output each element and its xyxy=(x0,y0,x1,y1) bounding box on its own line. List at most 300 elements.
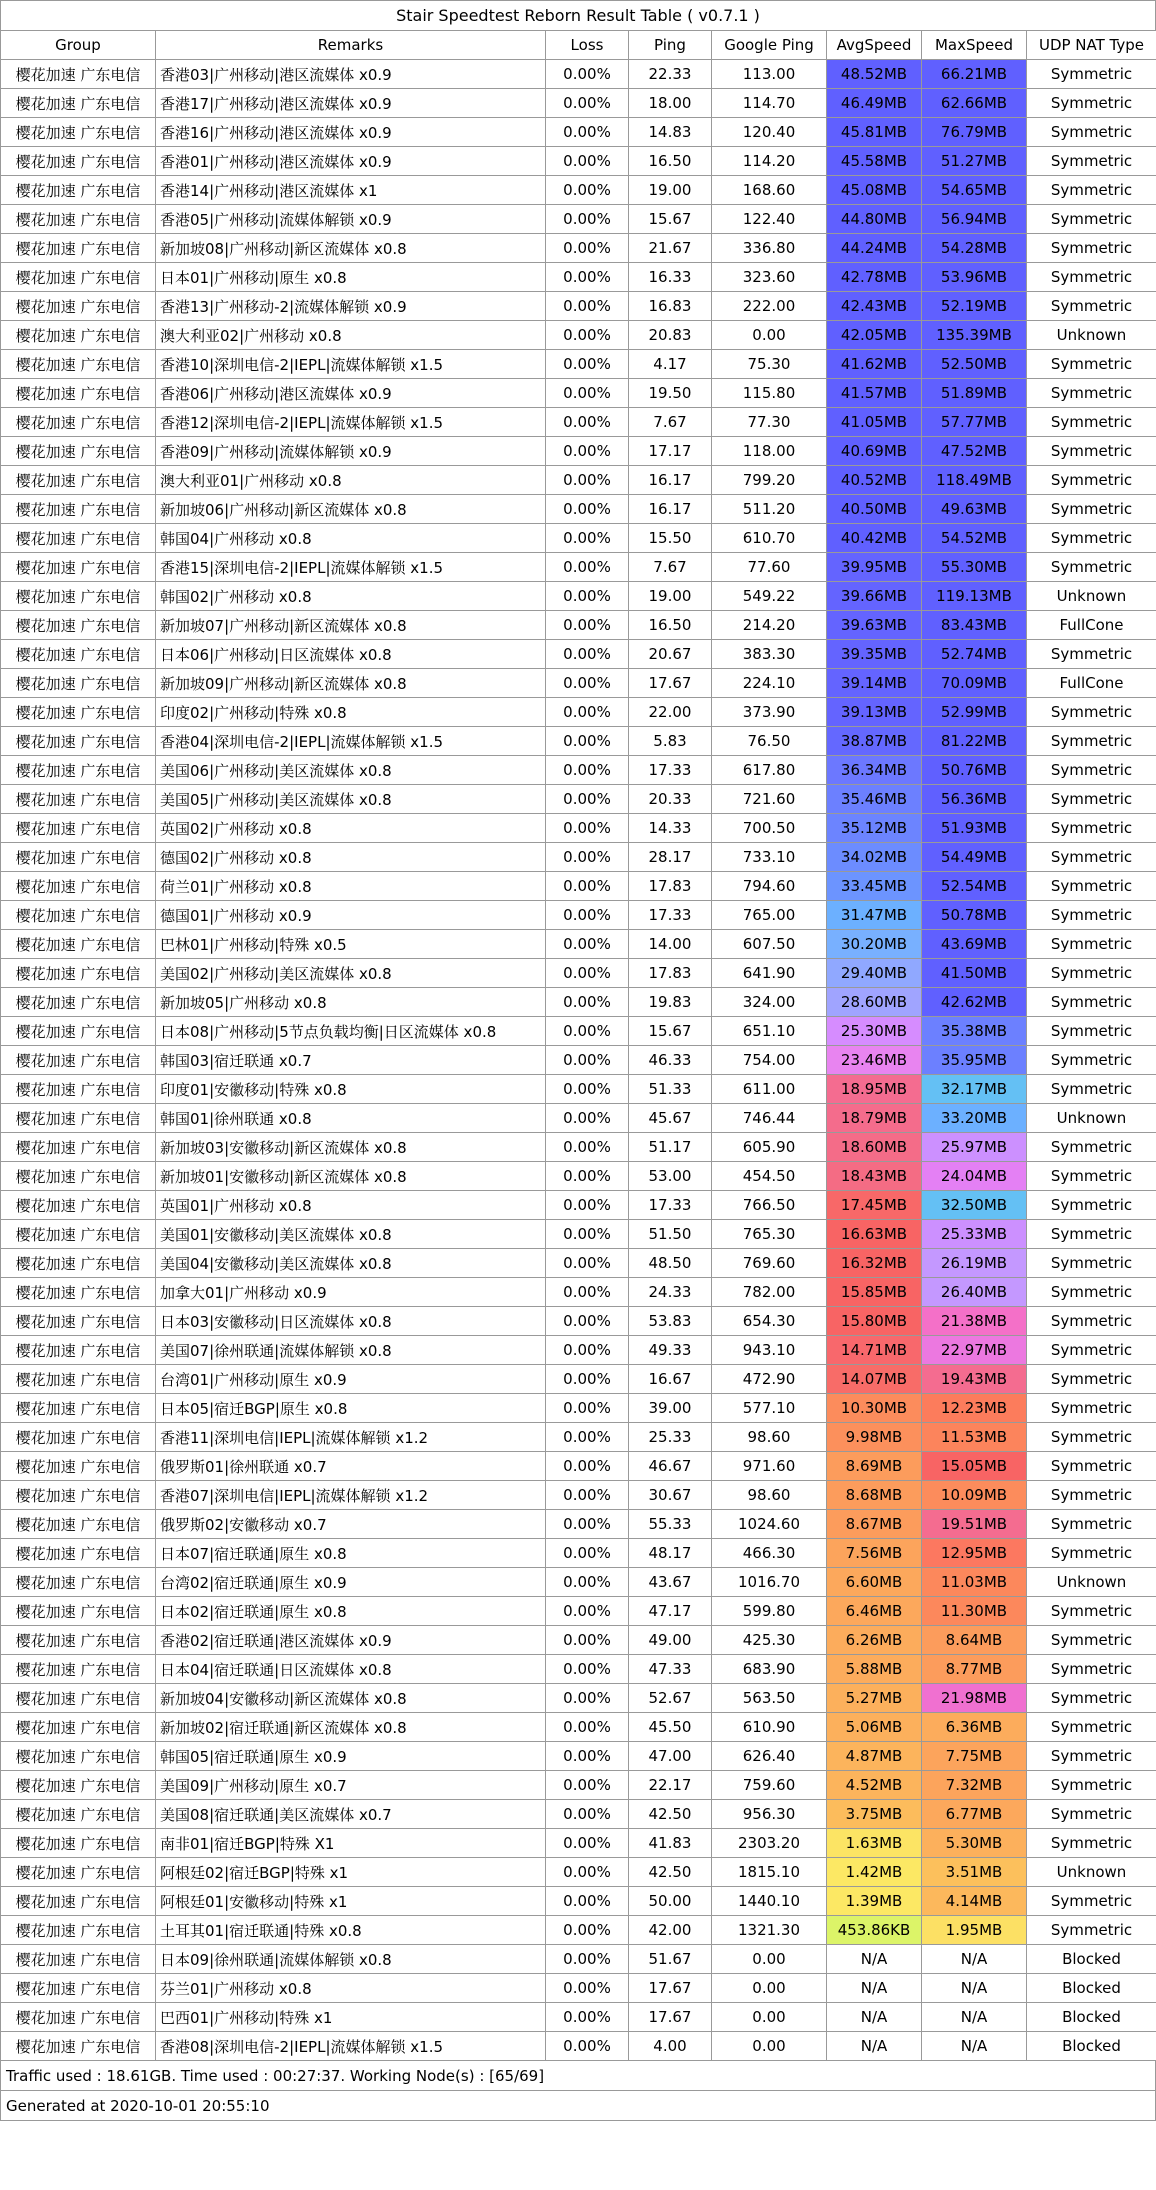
group-cell: 樱花加速 广东电信 xyxy=(1,1829,156,1858)
avg-speed-cell: 6.26MB xyxy=(827,1626,922,1655)
remarks-cell: 美国08|宿迁联通|美区流媒体 x0.7 xyxy=(156,1800,546,1829)
max-speed-cell: 55.30MB xyxy=(922,553,1027,582)
avg-speed-cell: 42.05MB xyxy=(827,321,922,350)
remarks-cell: 韩国05|宿迁联通|原生 x0.9 xyxy=(156,1742,546,1771)
loss-cell: 0.00% xyxy=(546,1278,629,1307)
max-speed-cell: 76.79MB xyxy=(922,118,1027,147)
remarks-cell: 澳大利亚01|广州移动 x0.8 xyxy=(156,466,546,495)
avg-speed-cell: 16.32MB xyxy=(827,1249,922,1278)
table-row xyxy=(1,2003,1156,2032)
remarks-cell: 香港02|宿迁联通|港区流媒体 x0.9 xyxy=(156,1626,546,1655)
remarks-cell: 澳大利亚02|广州移动 x0.8 xyxy=(156,321,546,350)
group-cell: 樱花加速 广东电信 xyxy=(1,1742,156,1771)
loss-cell: 0.00% xyxy=(546,437,629,466)
google-ping-cell: 733.10 xyxy=(712,843,827,872)
google-ping-cell: 754.00 xyxy=(712,1046,827,1075)
table-row xyxy=(1,1742,1156,1771)
ping-cell: 49.33 xyxy=(629,1336,712,1365)
loss-cell: 0.00% xyxy=(546,959,629,988)
table-row xyxy=(1,1539,1156,1568)
remarks-cell: 阿根廷02|宿迁BGP|特殊 x1 xyxy=(156,1858,546,1887)
google-ping-cell: 0.00 xyxy=(712,2003,827,2032)
udp-nat-type-cell: Symmetric xyxy=(1027,698,1156,727)
table-row xyxy=(1,1249,1156,1278)
max-speed-cell: 42.62MB xyxy=(922,988,1027,1017)
avg-speed-cell: 45.81MB xyxy=(827,118,922,147)
avg-speed-cell: 41.05MB xyxy=(827,408,922,437)
table-row xyxy=(1,2032,1156,2061)
group-cell: 樱花加速 广东电信 xyxy=(1,350,156,379)
table-row xyxy=(1,988,1156,1017)
avg-speed-cell: 7.56MB xyxy=(827,1539,922,1568)
loss-cell: 0.00% xyxy=(546,1307,629,1336)
table-row xyxy=(1,1771,1156,1800)
loss-cell: 0.00% xyxy=(546,611,629,640)
avg-speed-cell: 44.80MB xyxy=(827,205,922,234)
table-row xyxy=(1,901,1156,930)
avg-speed-cell: 17.45MB xyxy=(827,1191,922,1220)
ping-cell: 45.50 xyxy=(629,1713,712,1742)
table-row xyxy=(1,1452,1156,1481)
google-ping-cell: 214.20 xyxy=(712,611,827,640)
ping-cell: 46.33 xyxy=(629,1046,712,1075)
avg-speed-cell: 25.30MB xyxy=(827,1017,922,1046)
avg-speed-cell: 39.13MB xyxy=(827,698,922,727)
avg-speed-cell: 14.71MB xyxy=(827,1336,922,1365)
loss-cell: 0.00% xyxy=(546,524,629,553)
group-cell: 樱花加速 广东电信 xyxy=(1,205,156,234)
remarks-cell: 荷兰01|广州移动 x0.8 xyxy=(156,872,546,901)
remarks-cell: 香港05|广州移动|流媒体解锁 x0.9 xyxy=(156,205,546,234)
max-speed-cell: 53.96MB xyxy=(922,263,1027,292)
loss-cell: 0.00% xyxy=(546,1568,629,1597)
udp-nat-type-cell: Symmetric xyxy=(1027,1191,1156,1220)
loss-cell: 0.00% xyxy=(546,2032,629,2061)
avg-speed-cell: N/A xyxy=(827,1974,922,2003)
table-row xyxy=(1,1858,1156,1887)
max-speed-cell: 54.28MB xyxy=(922,234,1027,263)
google-ping-cell: 454.50 xyxy=(712,1162,827,1191)
udp-nat-type-cell: Symmetric xyxy=(1027,553,1156,582)
google-ping-cell: 98.60 xyxy=(712,1423,827,1452)
loss-cell: 0.00% xyxy=(546,1162,629,1191)
udp-nat-type-cell: Symmetric xyxy=(1027,176,1156,205)
loss-cell: 0.00% xyxy=(546,1133,629,1162)
udp-nat-type-cell: Symmetric xyxy=(1027,379,1156,408)
ping-cell: 14.33 xyxy=(629,814,712,843)
avg-speed-cell: N/A xyxy=(827,2032,922,2061)
google-ping-cell: 759.60 xyxy=(712,1771,827,1800)
avg-speed-cell: 39.14MB xyxy=(827,669,922,698)
max-speed-cell: 54.52MB xyxy=(922,524,1027,553)
loss-cell: 0.00% xyxy=(546,234,629,263)
group-cell: 樱花加速 广东电信 xyxy=(1,147,156,176)
ping-cell: 39.00 xyxy=(629,1394,712,1423)
udp-nat-type-cell: Symmetric xyxy=(1027,814,1156,843)
loss-cell: 0.00% xyxy=(546,1452,629,1481)
google-ping-cell: 599.80 xyxy=(712,1597,827,1626)
table-row xyxy=(1,1713,1156,1742)
udp-nat-type-cell: Symmetric xyxy=(1027,1771,1156,1800)
loss-cell: 0.00% xyxy=(546,930,629,959)
loss-cell: 0.00% xyxy=(546,263,629,292)
remarks-cell: 日本02|宿迁联通|原生 x0.8 xyxy=(156,1597,546,1626)
avg-speed-cell: 14.07MB xyxy=(827,1365,922,1394)
max-speed-cell: 7.32MB xyxy=(922,1771,1027,1800)
group-cell: 樱花加速 广东电信 xyxy=(1,1191,156,1220)
group-cell: 樱花加速 广东电信 xyxy=(1,176,156,205)
group-cell: 樱花加速 广东电信 xyxy=(1,234,156,263)
loss-cell: 0.00% xyxy=(546,1336,629,1365)
google-ping-cell: 120.40 xyxy=(712,118,827,147)
table-row xyxy=(1,872,1156,901)
udp-nat-type-cell: Symmetric xyxy=(1027,292,1156,321)
ping-cell: 17.33 xyxy=(629,901,712,930)
table-row xyxy=(1,1191,1156,1220)
group-cell: 樱花加速 广东电信 xyxy=(1,89,156,118)
ping-cell: 53.00 xyxy=(629,1162,712,1191)
remarks-cell: 日本03|安徽移动|日区流媒体 x0.8 xyxy=(156,1307,546,1336)
table-row xyxy=(1,611,1156,640)
max-speed-cell: 15.05MB xyxy=(922,1452,1027,1481)
udp-nat-type-cell: Symmetric xyxy=(1027,930,1156,959)
table-row xyxy=(1,408,1156,437)
column-header-google-ping: Google Ping xyxy=(712,31,827,60)
max-speed-cell: 11.03MB xyxy=(922,1568,1027,1597)
ping-cell: 43.67 xyxy=(629,1568,712,1597)
ping-cell: 17.67 xyxy=(629,2003,712,2032)
udp-nat-type-cell: Symmetric xyxy=(1027,988,1156,1017)
loss-cell: 0.00% xyxy=(546,321,629,350)
remarks-cell: 香港16|广州移动|港区流媒体 x0.9 xyxy=(156,118,546,147)
group-cell: 樱花加速 广东电信 xyxy=(1,379,156,408)
max-speed-cell: 19.43MB xyxy=(922,1365,1027,1394)
max-speed-cell: N/A xyxy=(922,1945,1027,1974)
udp-nat-type-cell: Symmetric xyxy=(1027,1916,1156,1945)
remarks-cell: 新加坡03|安徽移动|新区流媒体 x0.8 xyxy=(156,1133,546,1162)
udp-nat-type-cell: Blocked xyxy=(1027,2003,1156,2032)
max-speed-cell: 83.43MB xyxy=(922,611,1027,640)
max-speed-cell: 21.98MB xyxy=(922,1684,1027,1713)
remarks-cell: 日本09|徐州联通|流媒体解锁 x0.8 xyxy=(156,1945,546,1974)
google-ping-cell: 577.10 xyxy=(712,1394,827,1423)
remarks-cell: 新加坡02|宿迁联通|新区流媒体 x0.8 xyxy=(156,1713,546,1742)
table-body xyxy=(1,60,1156,2061)
avg-speed-cell: 8.68MB xyxy=(827,1481,922,1510)
max-speed-cell: 26.40MB xyxy=(922,1278,1027,1307)
loss-cell: 0.00% xyxy=(546,843,629,872)
remarks-cell: 香港08|深圳电信-2|IEPL|流媒体解锁 x1.5 xyxy=(156,2032,546,2061)
google-ping-cell: 971.60 xyxy=(712,1452,827,1481)
avg-speed-cell: 18.60MB xyxy=(827,1133,922,1162)
table-row xyxy=(1,437,1156,466)
loss-cell: 0.00% xyxy=(546,1191,629,1220)
google-ping-cell: 607.50 xyxy=(712,930,827,959)
google-ping-cell: 76.50 xyxy=(712,727,827,756)
avg-speed-cell: 30.20MB xyxy=(827,930,922,959)
table-row xyxy=(1,205,1156,234)
table-row xyxy=(1,234,1156,263)
google-ping-cell: 1815.10 xyxy=(712,1858,827,1887)
ping-cell: 16.17 xyxy=(629,466,712,495)
udp-nat-type-cell: Unknown xyxy=(1027,582,1156,611)
remarks-cell: 韩国03|宿迁联通 x0.7 xyxy=(156,1046,546,1075)
column-header-udp-nat-type: UDP NAT Type xyxy=(1027,31,1156,60)
google-ping-cell: 0.00 xyxy=(712,2032,827,2061)
max-speed-cell: 33.20MB xyxy=(922,1104,1027,1133)
udp-nat-type-cell: Symmetric xyxy=(1027,1336,1156,1365)
group-cell: 樱花加速 广东电信 xyxy=(1,1800,156,1829)
avg-speed-cell: 15.85MB xyxy=(827,1278,922,1307)
column-header-loss: Loss xyxy=(546,31,629,60)
avg-speed-cell: 35.12MB xyxy=(827,814,922,843)
table-row xyxy=(1,1162,1156,1191)
remarks-cell: 韩国04|广州移动 x0.8 xyxy=(156,524,546,553)
loss-cell: 0.00% xyxy=(546,1771,629,1800)
max-speed-cell: N/A xyxy=(922,1974,1027,2003)
udp-nat-type-cell: Symmetric xyxy=(1027,437,1156,466)
google-ping-cell: 1440.10 xyxy=(712,1887,827,1916)
max-speed-cell: 11.53MB xyxy=(922,1423,1027,1452)
table-row xyxy=(1,814,1156,843)
group-cell: 樱花加速 广东电信 xyxy=(1,669,156,698)
column-header-group: Group xyxy=(1,31,156,60)
loss-cell: 0.00% xyxy=(546,118,629,147)
avg-speed-cell: 48.52MB xyxy=(827,60,922,89)
remarks-cell: 德国01|广州移动 x0.9 xyxy=(156,901,546,930)
max-speed-cell: 11.30MB xyxy=(922,1597,1027,1626)
udp-nat-type-cell: Symmetric xyxy=(1027,1249,1156,1278)
ping-cell: 17.67 xyxy=(629,1974,712,2003)
google-ping-cell: 610.90 xyxy=(712,1713,827,1742)
group-cell: 樱花加速 广东电信 xyxy=(1,292,156,321)
remarks-cell: 美国02|广州移动|美区流媒体 x0.8 xyxy=(156,959,546,988)
table-row xyxy=(1,147,1156,176)
google-ping-cell: 77.30 xyxy=(712,408,827,437)
avg-speed-cell: 44.24MB xyxy=(827,234,922,263)
avg-speed-cell: 5.27MB xyxy=(827,1684,922,1713)
remarks-cell: 南非01|宿迁BGP|特殊 X1 xyxy=(156,1829,546,1858)
loss-cell: 0.00% xyxy=(546,698,629,727)
udp-nat-type-cell: Symmetric xyxy=(1027,843,1156,872)
group-cell: 樱花加速 广东电信 xyxy=(1,1510,156,1539)
loss-cell: 0.00% xyxy=(546,872,629,901)
group-cell: 樱花加速 广东电信 xyxy=(1,1365,156,1394)
ping-cell: 51.50 xyxy=(629,1220,712,1249)
google-ping-cell: 472.90 xyxy=(712,1365,827,1394)
max-speed-cell: 43.69MB xyxy=(922,930,1027,959)
remarks-cell: 印度01|安徽移动|特殊 x0.8 xyxy=(156,1075,546,1104)
remarks-cell: 香港15|深圳电信-2|IEPL|流媒体解锁 x1.5 xyxy=(156,553,546,582)
google-ping-cell: 549.22 xyxy=(712,582,827,611)
table-row xyxy=(1,379,1156,408)
table-row xyxy=(1,1365,1156,1394)
column-header-avg-speed: AvgSpeed xyxy=(827,31,922,60)
ping-cell: 22.00 xyxy=(629,698,712,727)
ping-cell: 51.17 xyxy=(629,1133,712,1162)
udp-nat-type-cell: Symmetric xyxy=(1027,1017,1156,1046)
avg-speed-cell: N/A xyxy=(827,2003,922,2032)
loss-cell: 0.00% xyxy=(546,1510,629,1539)
column-header-ping: Ping xyxy=(629,31,712,60)
google-ping-cell: 222.00 xyxy=(712,292,827,321)
max-speed-cell: 35.38MB xyxy=(922,1017,1027,1046)
udp-nat-type-cell: Symmetric xyxy=(1027,1394,1156,1423)
loss-cell: 0.00% xyxy=(546,89,629,118)
group-cell: 樱花加速 广东电信 xyxy=(1,1336,156,1365)
google-ping-cell: 118.00 xyxy=(712,437,827,466)
group-cell: 樱花加速 广东电信 xyxy=(1,1858,156,1887)
max-speed-cell: 21.38MB xyxy=(922,1307,1027,1336)
remarks-cell: 加拿大01|广州移动 x0.9 xyxy=(156,1278,546,1307)
max-speed-cell: 6.36MB xyxy=(922,1713,1027,1742)
group-cell: 樱花加速 广东电信 xyxy=(1,901,156,930)
table-row xyxy=(1,1046,1156,1075)
ping-cell: 46.67 xyxy=(629,1452,712,1481)
ping-cell: 51.33 xyxy=(629,1075,712,1104)
loss-cell: 0.00% xyxy=(546,1220,629,1249)
avg-speed-cell: 4.87MB xyxy=(827,1742,922,1771)
remarks-cell: 英国02|广州移动 x0.8 xyxy=(156,814,546,843)
ping-cell: 48.17 xyxy=(629,1539,712,1568)
loss-cell: 0.00% xyxy=(546,495,629,524)
loss-cell: 0.00% xyxy=(546,582,629,611)
avg-speed-cell: 15.80MB xyxy=(827,1307,922,1336)
max-speed-cell: 12.95MB xyxy=(922,1539,1027,1568)
group-cell: 樱花加速 广东电信 xyxy=(1,1394,156,1423)
loss-cell: 0.00% xyxy=(546,988,629,1017)
max-speed-cell: 66.21MB xyxy=(922,60,1027,89)
ping-cell: 22.17 xyxy=(629,1771,712,1800)
footer-generated: Generated at 2020-10-01 20:55:10 xyxy=(0,2091,1156,2121)
column-header-remarks: Remarks xyxy=(156,31,546,60)
group-cell: 樱花加速 广东电信 xyxy=(1,1887,156,1916)
udp-nat-type-cell: Symmetric xyxy=(1027,466,1156,495)
remarks-cell: 美国01|安徽移动|美区流媒体 x0.8 xyxy=(156,1220,546,1249)
google-ping-cell: 746.44 xyxy=(712,1104,827,1133)
table-row xyxy=(1,1220,1156,1249)
google-ping-cell: 1024.60 xyxy=(712,1510,827,1539)
max-speed-cell: 1.95MB xyxy=(922,1916,1027,1945)
avg-speed-cell: 4.52MB xyxy=(827,1771,922,1800)
google-ping-cell: 794.60 xyxy=(712,872,827,901)
udp-nat-type-cell: Symmetric xyxy=(1027,1800,1156,1829)
google-ping-cell: 605.90 xyxy=(712,1133,827,1162)
avg-speed-cell: 45.08MB xyxy=(827,176,922,205)
table-row xyxy=(1,1336,1156,1365)
google-ping-cell: 0.00 xyxy=(712,1974,827,2003)
max-speed-cell: 8.77MB xyxy=(922,1655,1027,1684)
remarks-cell: 巴林01|广州移动|特殊 x0.5 xyxy=(156,930,546,959)
google-ping-cell: 373.90 xyxy=(712,698,827,727)
ping-cell: 51.67 xyxy=(629,1945,712,1974)
loss-cell: 0.00% xyxy=(546,466,629,495)
udp-nat-type-cell: Symmetric xyxy=(1027,1510,1156,1539)
google-ping-cell: 113.00 xyxy=(712,60,827,89)
loss-cell: 0.00% xyxy=(546,1423,629,1452)
loss-cell: 0.00% xyxy=(546,1945,629,1974)
group-cell: 樱花加速 广东电信 xyxy=(1,1655,156,1684)
group-cell: 樱花加速 广东电信 xyxy=(1,1220,156,1249)
google-ping-cell: 75.30 xyxy=(712,350,827,379)
udp-nat-type-cell: Symmetric xyxy=(1027,1742,1156,1771)
table-row xyxy=(1,1017,1156,1046)
google-ping-cell: 943.10 xyxy=(712,1336,827,1365)
google-ping-cell: 336.80 xyxy=(712,234,827,263)
remarks-cell: 俄罗斯02|安徽移动 x0.7 xyxy=(156,1510,546,1539)
ping-cell: 48.50 xyxy=(629,1249,712,1278)
remarks-cell: 美国04|安徽移动|美区流媒体 x0.8 xyxy=(156,1249,546,1278)
max-speed-cell: 8.64MB xyxy=(922,1626,1027,1655)
avg-speed-cell: 3.75MB xyxy=(827,1800,922,1829)
group-cell: 樱花加速 广东电信 xyxy=(1,1568,156,1597)
avg-speed-cell: 29.40MB xyxy=(827,959,922,988)
max-speed-cell: 49.63MB xyxy=(922,495,1027,524)
udp-nat-type-cell: Symmetric xyxy=(1027,1655,1156,1684)
ping-cell: 52.67 xyxy=(629,1684,712,1713)
remarks-cell: 韩国01|徐州联通 x0.8 xyxy=(156,1104,546,1133)
max-speed-cell: 52.54MB xyxy=(922,872,1027,901)
loss-cell: 0.00% xyxy=(546,1829,629,1858)
group-cell: 樱花加速 广东电信 xyxy=(1,263,156,292)
google-ping-cell: 700.50 xyxy=(712,814,827,843)
max-speed-cell: 3.51MB xyxy=(922,1858,1027,1887)
max-speed-cell: 51.27MB xyxy=(922,147,1027,176)
udp-nat-type-cell: Symmetric xyxy=(1027,1365,1156,1394)
group-cell: 樱花加速 广东电信 xyxy=(1,1713,156,1742)
loss-cell: 0.00% xyxy=(546,1655,629,1684)
remarks-cell: 土耳其01|宿迁联通|特殊 x0.8 xyxy=(156,1916,546,1945)
ping-cell: 47.00 xyxy=(629,1742,712,1771)
max-speed-cell: 7.75MB xyxy=(922,1742,1027,1771)
loss-cell: 0.00% xyxy=(546,350,629,379)
loss-cell: 0.00% xyxy=(546,756,629,785)
table-row xyxy=(1,1278,1156,1307)
google-ping-cell: 563.50 xyxy=(712,1684,827,1713)
udp-nat-type-cell: FullCone xyxy=(1027,611,1156,640)
ping-cell: 5.83 xyxy=(629,727,712,756)
ping-cell: 17.33 xyxy=(629,1191,712,1220)
loss-cell: 0.00% xyxy=(546,553,629,582)
loss-cell: 0.00% xyxy=(546,60,629,89)
avg-speed-cell: 28.60MB xyxy=(827,988,922,1017)
group-cell: 樱花加速 广东电信 xyxy=(1,1684,156,1713)
table-row xyxy=(1,727,1156,756)
table-row xyxy=(1,959,1156,988)
group-cell: 樱花加速 广东电信 xyxy=(1,756,156,785)
max-speed-cell: 54.49MB xyxy=(922,843,1027,872)
remarks-cell: 新加坡08|广州移动|新区流媒体 x0.8 xyxy=(156,234,546,263)
google-ping-cell: 641.90 xyxy=(712,959,827,988)
group-cell: 樱花加速 广东电信 xyxy=(1,1423,156,1452)
remarks-cell: 日本01|广州移动|原生 x0.8 xyxy=(156,263,546,292)
udp-nat-type-cell: Symmetric xyxy=(1027,959,1156,988)
max-speed-cell: 32.17MB xyxy=(922,1075,1027,1104)
max-speed-cell: 70.09MB xyxy=(922,669,1027,698)
ping-cell: 21.67 xyxy=(629,234,712,263)
max-speed-cell: N/A xyxy=(922,2003,1027,2032)
group-cell: 樱花加速 广东电信 xyxy=(1,1539,156,1568)
avg-speed-cell: 31.47MB xyxy=(827,901,922,930)
ping-cell: 15.67 xyxy=(629,1017,712,1046)
google-ping-cell: 114.20 xyxy=(712,147,827,176)
loss-cell: 0.00% xyxy=(546,1539,629,1568)
ping-cell: 16.67 xyxy=(629,1365,712,1394)
remarks-cell: 香港03|广州移动|港区流媒体 x0.9 xyxy=(156,60,546,89)
loss-cell: 0.00% xyxy=(546,1249,629,1278)
ping-cell: 4.17 xyxy=(629,350,712,379)
avg-speed-cell: 18.79MB xyxy=(827,1104,922,1133)
